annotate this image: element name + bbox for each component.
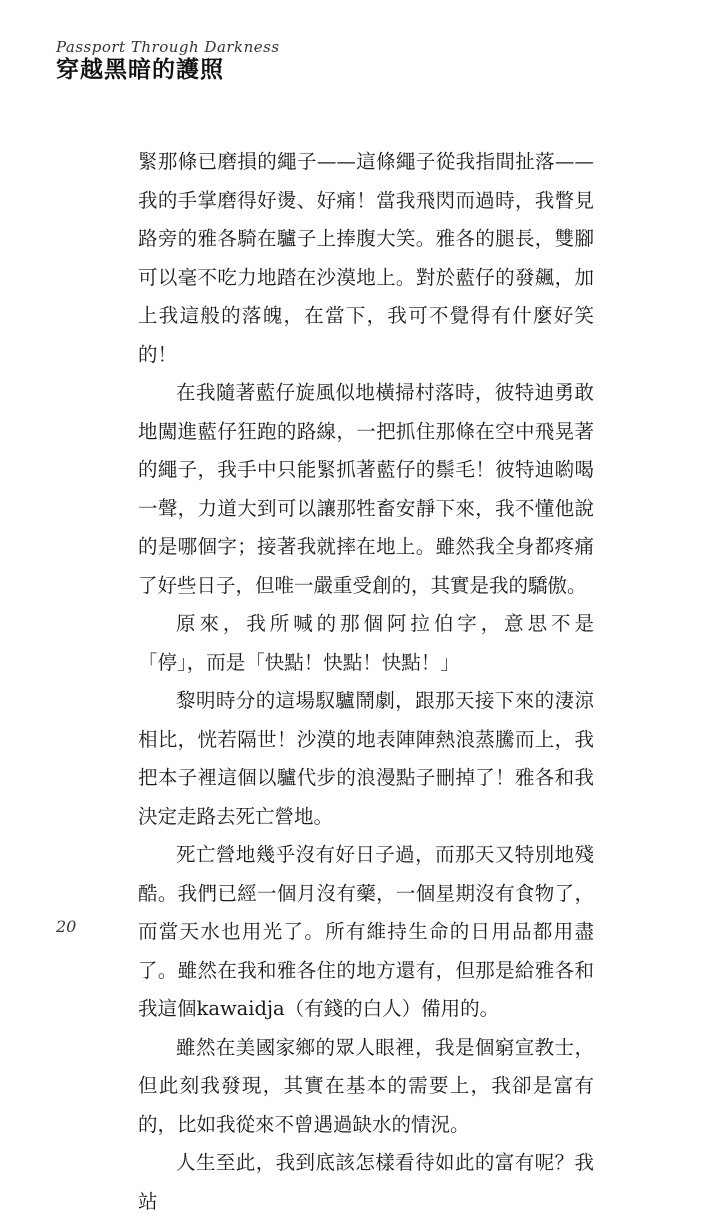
paragraph-1: 緊那條已磨損的繩子——這條繩子從我指間扯落——我的手掌磨得好燙、好痛！當我飛閃而過時，我瞥見路旁的雅各騎在驢子上捧腹大笑。雅各的腿長，雙腳可以毫不吃力地踏在沙漠地上。對於藍仔的發飆，加上我這般的落魄，在當下，我可不覺得有什麼好笑的！ — [138, 150, 594, 366]
page-number: 20 — [56, 917, 77, 936]
paragraph-5: 死亡營地幾乎沒有好日子過，而那天又特別地殘酷。我們已經一個月沒有藥，一個星期沒有食物了，而當天水也用光了。所有維持生命的日用品都用盡了。雖然在我和雅各住的地方還有，但那是給雅各和我這個kawaidja（有錢的白人）備用的。 — [138, 843, 594, 1020]
series-title-en: Passport Through Darkness — [56, 38, 280, 56]
paragraph-2: 在我隨著藍仔旋風似地橫掃村落時，彼特迪勇敢地闖進藍仔狂跑的路線，一把抓住那條在空中飛晃著的繩子，我手中只能緊抓著藍仔的鬃毛！彼特迪喲喝一聲，力道大到可以讓那牲畜安靜下來，我不懂他說的是哪個字；接著我就摔在地上。雖然我全身都疼痛了好些日子，但唯一嚴重受創的，其實是我的驕傲。 — [138, 381, 594, 597]
paragraph-7: 人生至此，我到底該怎樣看待如此的富有呢？我站 — [138, 1151, 594, 1213]
paragraph-4: 黎明時分的這場馭驢鬧劇，跟那天接下來的淒涼相比，恍若隔世！沙漠的地表陣陣熱浪蒸騰而上，我把本子裡這個以驢代步的浪漫點子刪掉了！雅各和我決定走路去死亡營地。 — [138, 689, 594, 828]
book-title-zh: 穿越黑暗的護照 — [56, 57, 224, 83]
paragraph-6: 雖然在美國家鄉的眾人眼裡，我是個窮宣教士，但此刻我發現，其實在基本的需要上，我卻是富有的，比如我從來不曾遇過缺水的情況。 — [138, 1035, 594, 1136]
paragraph-3: 原來，我所喊的那個阿拉伯字，意思不是「停」，而是「快點！快點！快點！」 — [138, 612, 594, 674]
running-header — [56, 38, 280, 84]
body-text — [138, 143, 594, 1221]
